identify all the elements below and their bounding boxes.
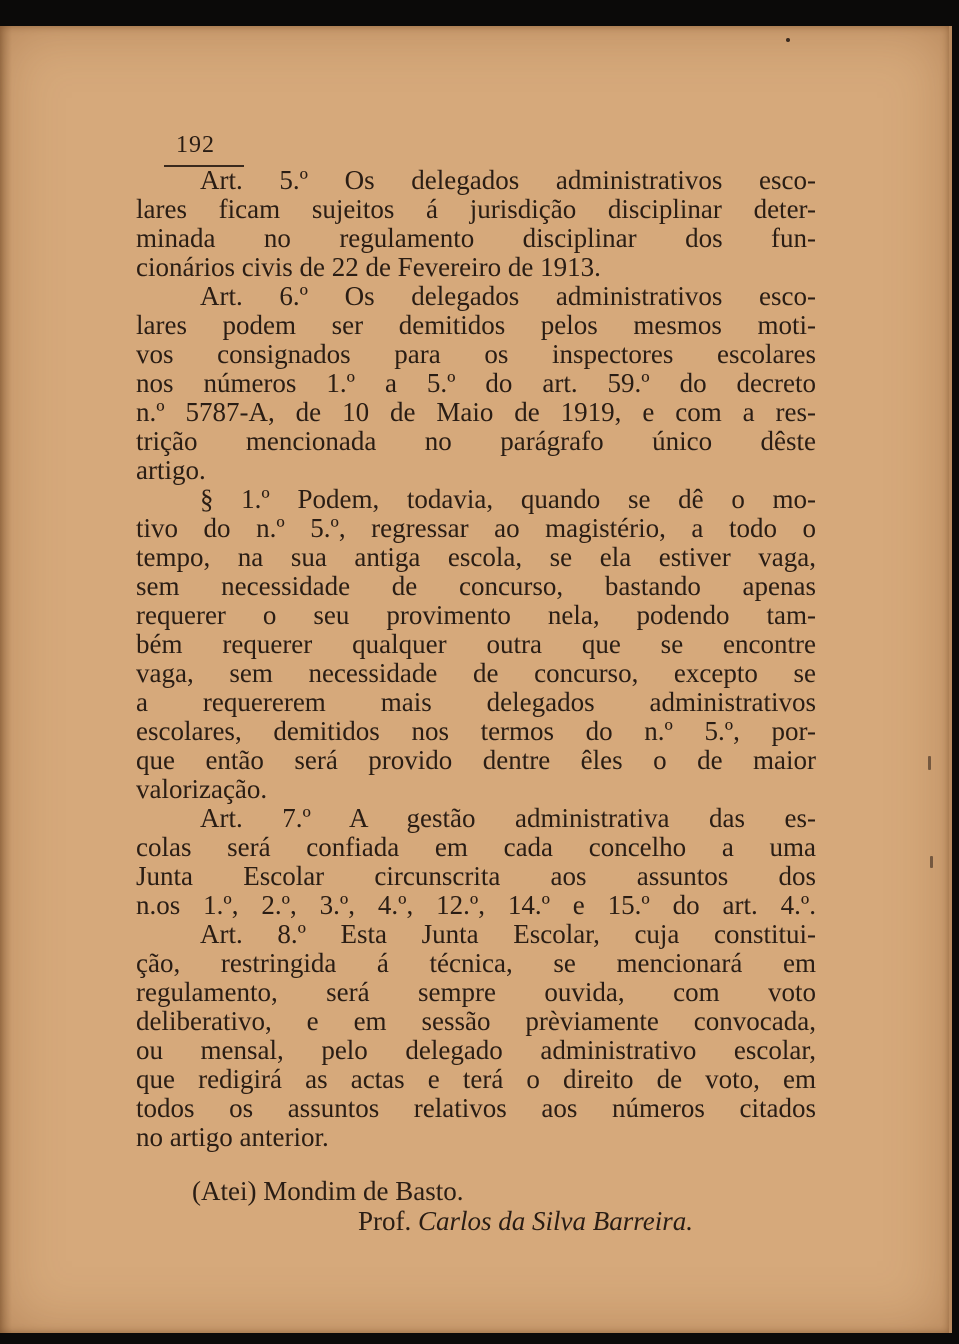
- text-line: lares podem ser demitidos pelos mesmos moti-: [136, 310, 816, 340]
- text-line: requerer o seu provimento nela, podendo tam-: [136, 600, 816, 630]
- text-line: vaga, sem necessidade de concurso, excepto se: [136, 658, 816, 688]
- text-line: no artigo anterior.: [136, 1122, 329, 1152]
- text-line: n.º 5787-A, de 10 de Maio de 1919, e com a res-: [136, 397, 816, 427]
- page-fold-shadow: [0, 26, 12, 1333]
- page-number: 192: [176, 132, 215, 158]
- text-line: regulamento, será sempre ouvida, com voto: [136, 977, 816, 1007]
- text-line: Art. 6.º Os delegados administrativos esco-: [200, 281, 816, 311]
- body-text: [136, 166, 816, 1152]
- signature-title: Prof.: [358, 1206, 412, 1236]
- text-line: ou mensal, pelo delegado administrativo escolar,: [136, 1035, 816, 1065]
- text-line: colas será confiada em cada concelho a uma: [136, 832, 816, 862]
- text-line: tempo, na sua antiga escola, se ela estiver vaga,: [136, 542, 816, 572]
- text-line: Junta Escolar circunscrita aos assuntos dos: [136, 861, 816, 891]
- text-line: sem necessidade de concurso, bastando apenas: [136, 571, 816, 601]
- paper-speck: [786, 38, 790, 42]
- text-line: ção, restringida á técnica, se mencionará em: [136, 948, 816, 978]
- text-line: tivo do n.º 5.º, regressar ao magistério, a todo o: [136, 513, 816, 543]
- text-line: Art. 8.º Esta Junta Escolar, cuja constitui-: [200, 919, 816, 949]
- text-line: § 1.º Podem, todavia, quando se dê o mo-: [200, 484, 816, 514]
- text-line: que redigirá as actas e terá o direito de voto, em: [136, 1064, 816, 1094]
- text-line: deliberativo, e em sessão prèviamente convocada,: [136, 1006, 816, 1036]
- signature-name: Carlos da Silva Barreira.: [418, 1206, 694, 1236]
- text-line: nos números 1.º a 5.º do art. 59.º do decreto: [136, 368, 816, 398]
- text-line: cionários civis de 22 de Fevereiro de 1913.: [136, 252, 601, 282]
- text-line: que então será provido dentre êles o de maior: [136, 745, 816, 775]
- text-line: a requererem mais delegados administrativos: [136, 687, 816, 717]
- signature: [358, 1206, 693, 1237]
- text-line: bém requerer qualquer outra que se encontre: [136, 629, 816, 659]
- text-line: artigo.: [136, 455, 206, 485]
- text-line: minada no regulamento disciplinar dos fun-: [136, 223, 816, 253]
- text-line: Art. 7.º A gestão administrativa das es-: [200, 803, 816, 833]
- paper-speck: [928, 756, 931, 770]
- text-line: valorização.: [136, 774, 268, 804]
- paper-speck: [930, 856, 933, 868]
- text-line: n.os 1.º, 2.º, 3.º, 4.º, 12.º, 14.º e 15.º do art. 4.º.: [136, 890, 816, 920]
- place-line: (Atei) Mondim de Basto.: [192, 1176, 464, 1206]
- text-line: Art. 5.º Os delegados administrativos esco-: [200, 165, 816, 195]
- text-line: escolares, demitidos nos termos do n.º 5.º, por-: [136, 716, 816, 746]
- text-line: lares ficam sujeitos á jurisdição disciplinar deter-: [136, 194, 816, 224]
- text-line: vos consignados para os inspectores escolares: [136, 339, 816, 369]
- text-line: trição mencionada no parágrafo único dêste: [136, 426, 816, 456]
- text-line: todos os assuntos relativos aos números citados: [136, 1093, 816, 1123]
